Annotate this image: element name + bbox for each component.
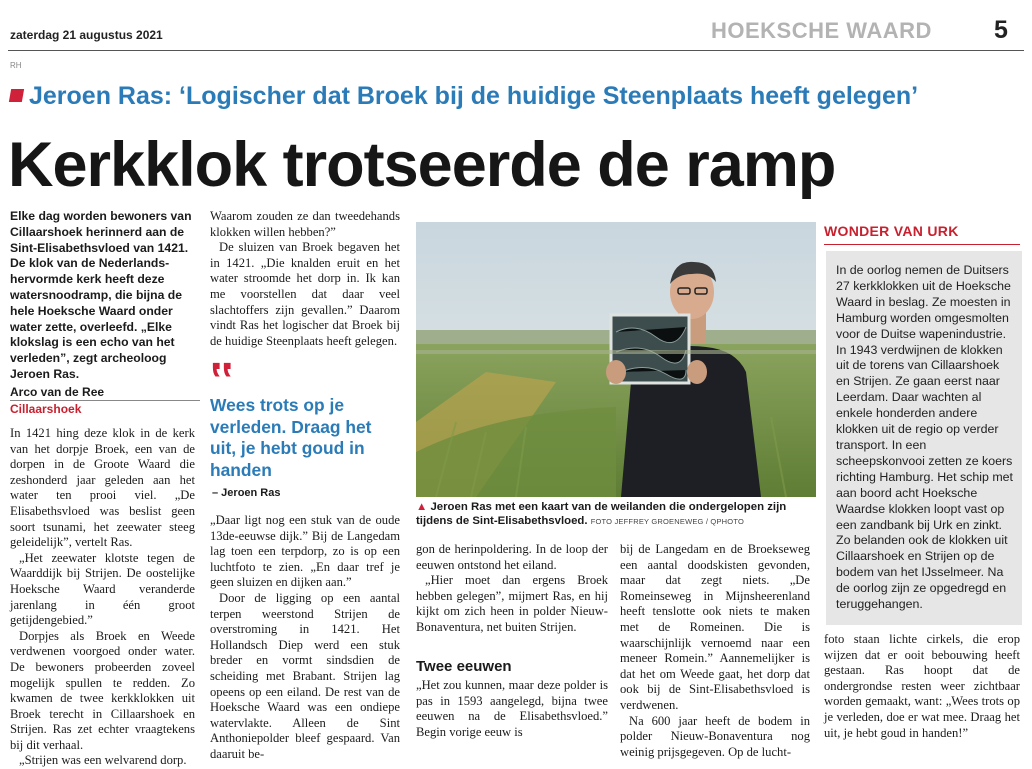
paragraph: gon de herinpoldering. In de loop der eeuwen ontstond het eiland. xyxy=(416,542,608,572)
sidebar-rule xyxy=(824,244,1020,245)
headline: Kerkklok trotseerde de ramp xyxy=(8,130,836,200)
kicker-marker-icon xyxy=(9,89,24,102)
paragraph: Dorpjes als Broek en Weede verdwenen voorgoed onder water. De bewoners probeerden zoveel mogelijk spullen te redden. Zo kwamen de twee kerkklokken uit Broek terecht in Cillaarshoek en Strijen. Ras zet echter vraagtekens bij dit verhaal. xyxy=(10,628,195,752)
body-column-5 xyxy=(824,632,1020,741)
pull-quote-attribution: – Jeroen Ras xyxy=(212,487,281,499)
paragraph: „Het zeewater klotste tegen de Waarddijk bij Strijen. De oostelijke Hoeksche Waard veranderde jarenlang in één groot getijdengebied.” xyxy=(10,550,195,628)
subheading: Twee eeuwen xyxy=(416,658,512,675)
page-number: 5 xyxy=(994,16,1008,44)
body-column-1 xyxy=(10,426,195,769)
author-name: Arco van de Ree xyxy=(10,385,105,399)
article-photo xyxy=(416,222,816,497)
paragraph: „Daar ligt nog een stuk van de oude 13de-eeuwse dijk.” Bij de Langedam lag toen een terpdorp, zo is op een luchtfoto te zien. „En daar tref je geen sluizen en dijken aan.” xyxy=(210,513,400,590)
paragraph: „Strijen was een welvarend dorp. xyxy=(19,753,187,768)
photo-caption xyxy=(416,500,818,529)
body-column-2-bottom xyxy=(210,513,400,763)
paragraph: Door de ligging op een aantal terpen weerstond Strijen de overstroming in 1421. Het Hollandsch Diep werd een stuk breder en vormt sindsdien de scheiding met Brabant. Strijen lag opeens op een eiland. De rest van de Hoeksche Waard was een ondiepe watervlakte. Alleen de Sint Anthoniepolder bleef gespaard. Van daaruit be- xyxy=(210,590,400,761)
region-code: RH xyxy=(10,61,22,70)
edition-date: zaterdag 21 augustus 2021 xyxy=(10,28,163,42)
caption-text: Jeroen Ras met een kaart van de weilanden die ondergelopen zijn tijdens de Sint-Elisabethsvloed. xyxy=(416,501,787,527)
paragraph: bij de Langedam en de Broekseweg een aantal doodskisten gevonden, maar dat zegt niets. „De Romeinseweg in Mijnsheerenland heeft tenslotte ook niets te maken met de Romeinen. Die is waarschijnlijk vernoemd naar een meneer Romein.” Aannemelijker is dat het om Weede gaat, het dorp dat ook bij de Sint-Elisabethsvloed is verdwenen. xyxy=(620,542,810,712)
paragraph: „Hier moet dan ergens Broek hebben gelegen”, mijmert Ras, en hij kijkt om zich heen in polder Nieuw-Bonaventura, net buiten Strijen. xyxy=(416,573,608,634)
pull-quote: Wees trots op je verleden. Draag het uit, je hebt goud in handen xyxy=(210,395,372,480)
kicker xyxy=(10,82,918,111)
kicker-text: Jeroen Ras: ‘Logischer dat Broek bij de huidige Steenplaats heeft gelegen’ xyxy=(29,82,919,110)
body-column-2-top xyxy=(210,209,400,349)
paragraph: In 1421 hing deze klok in de kerk van het dorpje Broek, een van de dorpen in de Groote Waard die zeshonderd jaar geleden aan het water ten prooi viel. „De Elisabethsvloed was beslist geen soort tsunami, het zeewater steeg geleidelijk”, vertelt Ras. xyxy=(10,426,195,550)
paragraph: foto staan lichte cirkels, die erop wijzen dat er ooit bebouwing heeft gestaan. Ras hoopt dat de ondergrondse resten weer zichtbaar worden gemaakt, want: „Wees trots op je verleden, doe er wat mee. Draag het uit, je hebt goud in handen!” xyxy=(824,632,1020,740)
section-title: HOEKSCHE WAARD xyxy=(711,18,932,43)
body-column-3 xyxy=(416,542,608,636)
caption-triangle-icon: ▲ xyxy=(416,501,428,513)
photo-credit: FOTO JEFFREY GROENEWEG / QPHOTO xyxy=(590,517,745,526)
sidebar-title: WONDER VAN URK xyxy=(824,223,959,239)
body-column-4 xyxy=(620,542,810,760)
body-column-3-bottom xyxy=(416,678,608,740)
paragraph: „Het zou kunnen, maar deze polder is pas in 1593 aangelegd, bijna twee eeuwen na de Elisabethsvloed.” Begin vorige eeuw is xyxy=(416,678,608,739)
photo-man-holding-map xyxy=(416,222,816,497)
byline-rule xyxy=(10,400,200,401)
paragraph: Na 600 jaar heeft de bodem in polder Nieuw-Bonaventura nog weinig prijsgegeven. Op de lucht- xyxy=(620,713,810,759)
paragraph: De sluizen van Broek begaven het in 1421. „Die knalden eruit en het water stroomde het dorp in. Ik kan me voorstellen dat daar veel slachtoffers zijn gevallen.” Daarom vindt Ras het logischer dat Broek bij de huidige Steenplaats heeft gelegen. xyxy=(210,240,400,348)
masthead-rule xyxy=(8,50,1024,51)
intro-text: Elke dag worden bewoners van Cillaarshoek herinnerd aan de Sint-Elisabethsvloed van 1421. De klok van de Nederlands-hervormde kerk heeft deze watersnoodramp, die bijna de hele Hoeksche Waard onder water zette, overleefd. „Elke klokslag is een echo van het verleden”, zegt archeoloog Jeroen Ras. xyxy=(10,209,192,381)
sidebar-text: In de oorlog nemen de Duitsers 27 kerkklokken uit de Hoeksche Waard in beslag. Ze moesten in Hamburg worden omgesmolten voor de Duitse wapenindustrie. In 1943 verdwijnen de klokken uit de torens van Cillaarshoek en Strijen. Ze gaan eerst naar Leerdam. Daar wachten al enkele honderden andere klokken uit de regio op verder transport. In een scheepskonvooi zetten ze koers richting Hamburg. Het schip met aan boord acht Hoeksche Waardse klokken loopt vast op een zandbank bij Urk en zinkt. Zo belanden ook de klokken uit Cillaarshoek en Strijen op de bodem van het IJsselmeer. Na de oorlog zijn ze opgedregd en teruggehangen. xyxy=(836,263,1013,612)
quote-mark-icon: ‟ xyxy=(210,354,234,407)
dateline-place: Cillaarshoek xyxy=(10,402,82,416)
paragraph: Waarom zouden ze dan tweedehands klokken willen hebben?” xyxy=(210,209,400,239)
